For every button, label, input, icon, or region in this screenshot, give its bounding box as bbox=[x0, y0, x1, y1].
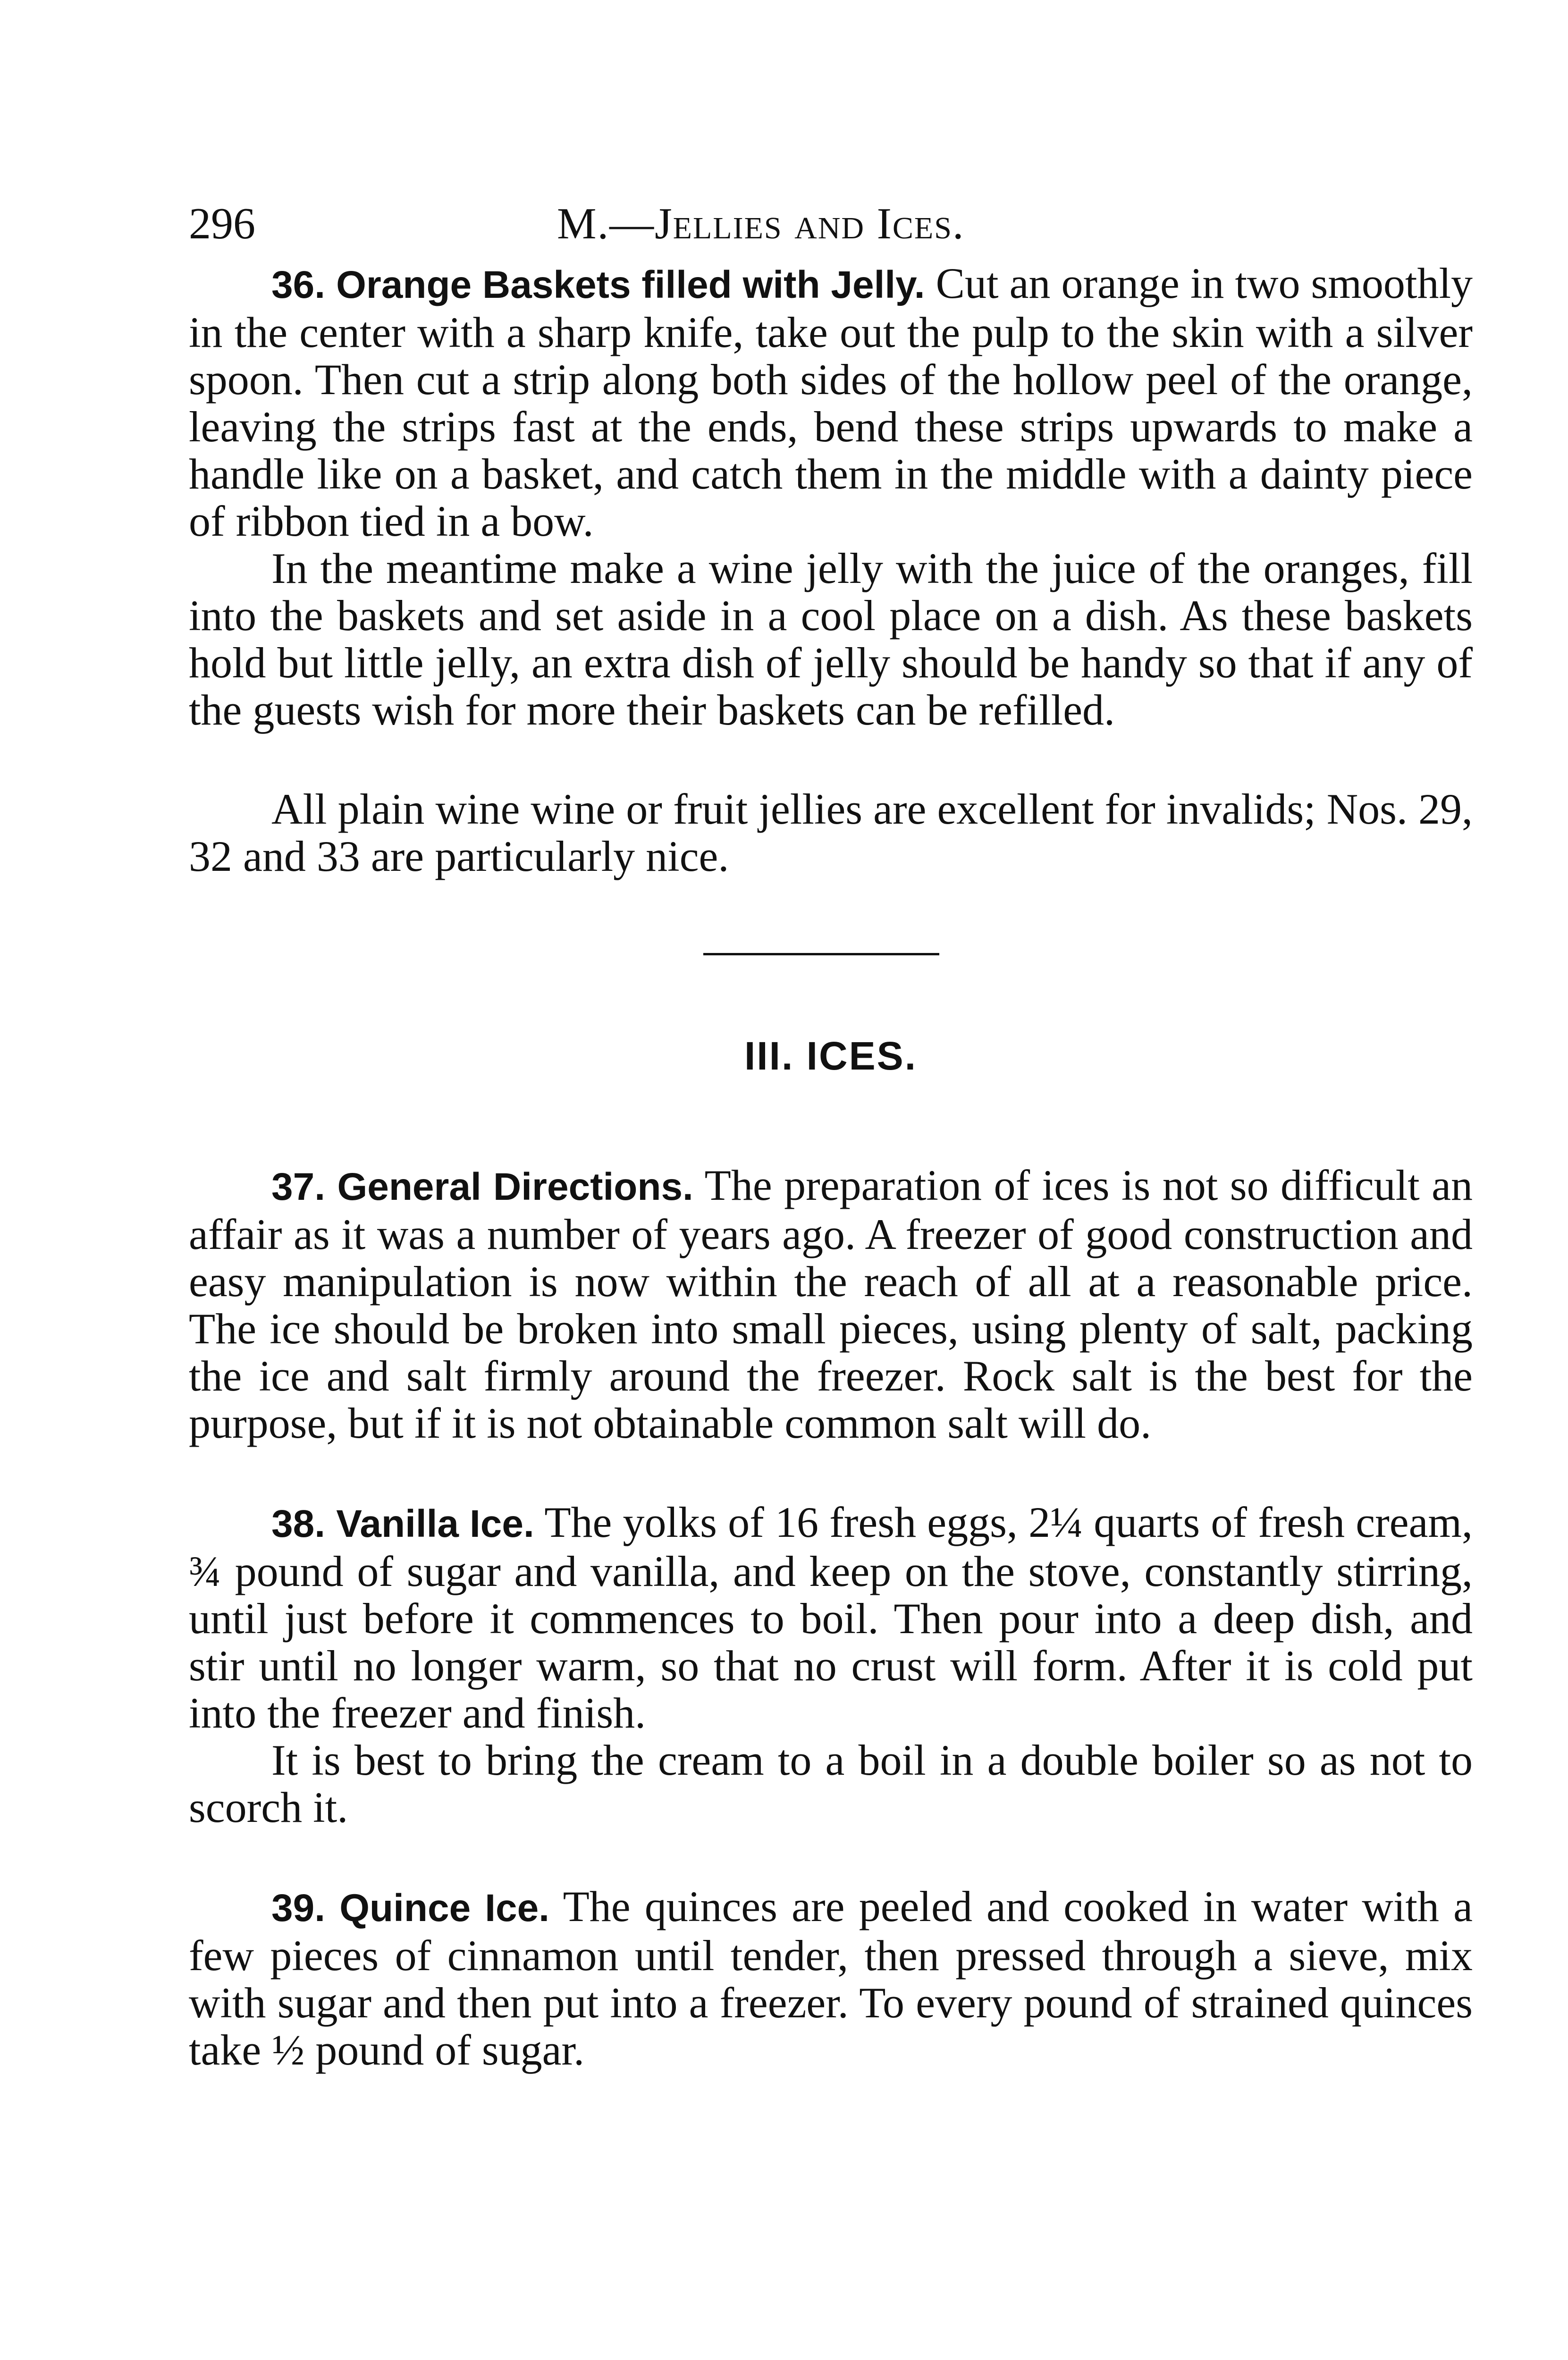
spacer bbox=[189, 1447, 1473, 1499]
spacer bbox=[189, 1831, 1473, 1883]
recipe-number: 37. bbox=[271, 1165, 325, 1208]
recipe-38-paragraph-2: It is best to bring the cream to a boil in a double boiler so as not to scorch it. bbox=[189, 1736, 1473, 1831]
invalids-note: All plain wine wine or fruit jellies are excellent for invalids; Nos. 29, 32 and 33 are particularly nice. bbox=[189, 785, 1473, 880]
recipe-text: The preparation of ices is not so difficult an affair as it was a number of years ago. A freezer of good construction and easy manipulation is now within the reach of all at a reasonable price. The ice should be broken into small pieces, using plenty of salt, packing the ice and salt firmly around the freezer. Rock salt is the best for the purpose, but if it is not obtainable common salt will do. bbox=[189, 1161, 1473, 1447]
page-header bbox=[189, 198, 1473, 260]
recipe-number: 39. bbox=[271, 1887, 325, 1930]
recipe-36-paragraph-2: In the meantime make a wine jelly with the juice of the oranges, fill into the baskets and set aside in a cool place on a dish. As these baskets hold but little jelly, an extra dish of jelly should be handy so that if any of the guests wish for more their baskets can be refilled. bbox=[189, 544, 1473, 734]
book-page bbox=[189, 198, 1473, 2073]
recipe-title: Quince Ice. bbox=[339, 1887, 550, 1930]
recipe-text: The quinces are peeled and cooked in water with a few pieces of cinnamon until tender, then pressed through a sieve, mix with sugar and then put into a freezer. To every pound of strained quinces take ½ pound of sugar. bbox=[189, 1882, 1473, 2074]
recipe-number: 36. bbox=[271, 263, 325, 306]
recipe-number: 38. bbox=[271, 1502, 325, 1545]
recipe-title: General Directions. bbox=[337, 1165, 693, 1208]
recipe-36-paragraph bbox=[189, 260, 1473, 545]
recipe-37-paragraph bbox=[189, 1162, 1473, 1447]
section-divider bbox=[703, 953, 939, 955]
recipe-title: Vanilla Ice. bbox=[336, 1502, 534, 1545]
section-heading: III. ICES. bbox=[744, 1034, 918, 1078]
running-title: M.—Jellies and Ices. bbox=[557, 199, 965, 248]
page-number: 296 bbox=[189, 199, 255, 248]
recipe-text: Cut an orange in two smoothly in the center with a sharp knife, take out the pulp to the skin with a silver spoon. Then cut a strip along both sides of the hollow peel of the orange, leaving the strips fast at the ends, bend these strips upwards to make a handle like on a basket, and catch them in the middle with a dainty piece of ribbon tied in a bow. bbox=[189, 259, 1473, 545]
spacer bbox=[189, 733, 1473, 785]
recipe-title: Orange Baskets filled with Jelly. bbox=[336, 263, 925, 306]
recipe-39-paragraph bbox=[189, 1883, 1473, 2073]
recipe-text: The yolks of 16 fresh eggs, 2¼ quarts of fresh cream, ¾ pound of sugar and vanilla, and keep on the stove, constantly stirring, until just before it commences to boil. Then pour into a deep dish, and stir until no longer warm, so that no crust will form. After it is cold put into the freezer and finish. bbox=[189, 1498, 1473, 1737]
recipe-38-paragraph bbox=[189, 1499, 1473, 1736]
